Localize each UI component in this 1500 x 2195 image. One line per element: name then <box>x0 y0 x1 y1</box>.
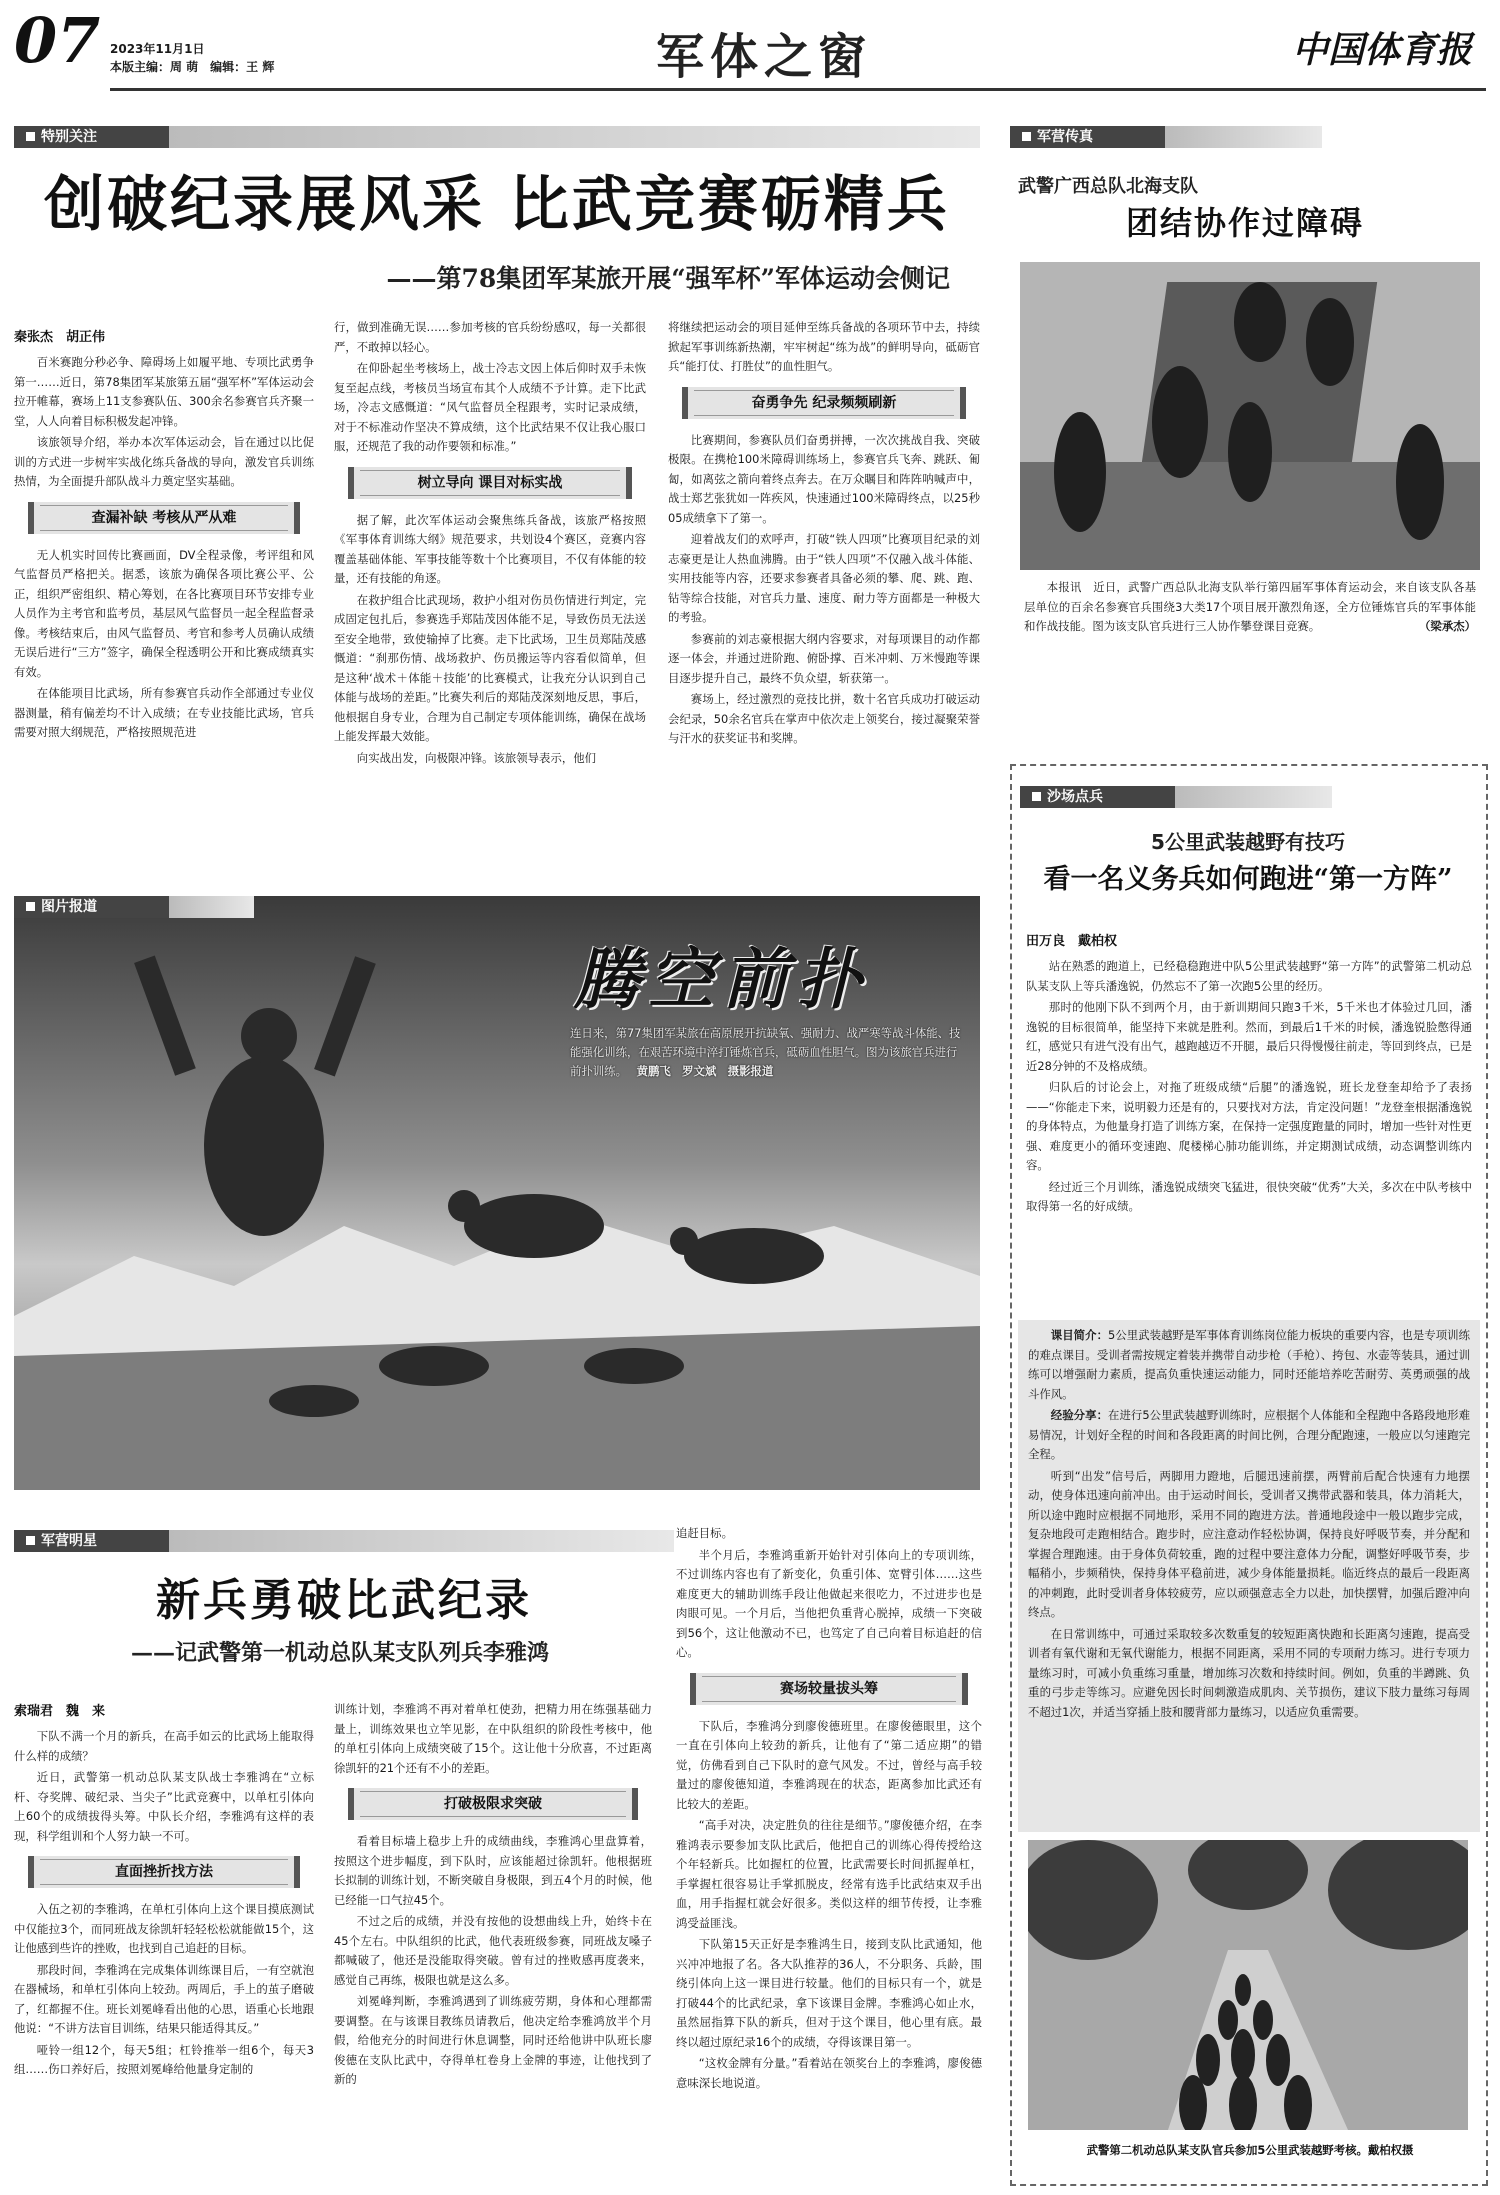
lead-paragraph: 向实战出发，向极限冲锋。该旅领导表示，他们 <box>356 750 597 765</box>
lead-subhead-1: 查漏补缺 考核从严从难 <box>28 502 300 534</box>
field-author: 田万良 戴柏权 <box>1026 934 1118 949</box>
star-paragraph: 追赶目标。 <box>676 1526 733 1540</box>
lead-author: 秦张杰 胡正伟 <box>14 330 106 345</box>
star-section-tag: 军营明星 <box>14 1530 674 1552</box>
camp-headline: 团结协作过障碍 <box>1125 204 1364 242</box>
star-paragraph: 下队第15天正好是李雅鸿生日，接到支队比武通知，他兴冲冲地报了名。各大队推荐的36人，不分职务、兵龄，围绕引体向上这一课目进行较量。他们的目标只有一个，就是打破44个的比武纪录，拿下该课目金牌。李雅鸿心如止水，虽然屈指算下队的新兵，但对于这个课目，他心里有底。最终以超过原纪录16个的成绩，夺得该课目第一。 <box>676 1937 982 2049</box>
camp-section-tag: 军营传真 <box>1010 126 1322 148</box>
lead-paragraph: 无人机实时回传比赛画面，DV全程录像，考评组和风气监督员严格把关。据悉，该旅为确保各项比赛公平、公正，组织严密组织、精心筹划，在各比赛项目环节安排专业人员作为主考官和监考员，基层风气监督员一起全程监督录像。考核结束后，由风气监督员、考官和参考人员确认成绩无误后进行“三方”签字，确保全程透明公开和比赛成绩真实有效。 <box>14 547 314 679</box>
photo-feature-title: 腾空前扑 <box>574 940 870 1018</box>
star-col-2 <box>334 1700 652 2182</box>
field-photo-caption: 武警第二机动总队某支队官兵参加5公里武装越野考核。戴柏权摄 <box>1086 2143 1414 2157</box>
section-title: 军体之窗 <box>655 29 872 85</box>
lead-col-1 <box>14 326 314 886</box>
lead-col-3 <box>668 318 980 886</box>
star-subhead-2: 打破极限求突破 <box>348 1788 638 1820</box>
lead-paragraph: 迎着战友们的欢呼声，打破“铁人四项”比赛项目纪录的刘志豪更是让人热血沸腾。由于“铁人四项”不仅融入战斗体能、实用技能等内容，还要求参赛者具备必须的攀、爬、跳、跑、钻等综合技能，对官兵力量、速度、耐力等方面都是一种极大的考验。 <box>668 532 980 624</box>
lead-section-tag: 特别关注 <box>14 126 980 148</box>
star-paragraph: 入伍之初的李雅鸿，在单杠引体向上这个课目摸底测试中仅能拉3个，而同班战友徐凯轩轻轻松松就能做15个，这让他感到些许的挫败，也找到自己追赶的目标。 <box>14 1902 314 1955</box>
paper-name: 中国体育报 <box>1291 29 1472 71</box>
field-paragraph: 归队后的讨论会上，对拖了班级成绩“后腿”的潘逸锐，班长龙登奎却给予了表扬——“你能走下来，说明毅力还是有的，只要找对方法，肯定没问题！”龙登奎根据潘逸锐的身体特点，为他量身打造了训练方案，在保持一定强度跑量的同时，增加一些针对性更强、难度更小的循环变速跑、爬楼梯心肺功能训练，并定期测试成绩，动态调整训练内容。 <box>1026 1080 1472 1172</box>
star-paragraph: 不过之后的成绩，并没有按他的设想曲线上升，始终卡在45个左右。中队组织的比武，他代表班级参赛，同班战友嗓子都喊破了，他还是没能取得突破。曾有过的挫败感再度袭来，感觉自己再练，极限也就是这么多。 <box>334 1914 652 1987</box>
lead-subheadline: ——第78集团军某旅开展“强军杯”军体运动会侧记 <box>386 264 950 293</box>
camp-body-text: 本报讯 近日，武警广西总队北海支队举行第四届军事体育运动会，来自该支队各基层单位的百余名参赛官兵围绕3大类17个项目展开激烈角逐，全方位锤炼官兵的军事体能和作战技能。图为该支队官兵进行三人协作攀登课目竞赛。 <box>1024 580 1476 633</box>
star-col-3 <box>676 1524 982 2182</box>
editor-credits: 本版主编：周 萌 编辑：王 辉 <box>110 60 275 74</box>
lead-paragraph: 参赛前的刘志豪根据大纲内容要求，对每项课目的动作都逐一体会，并通过进阶跑、俯卧撑、百米冲刺、万米慢跑等课目逐步提升自己，最终不负众望，斩获第一。 <box>668 631 980 685</box>
lead-paragraph: 该旅领导介绍，举办本次军体运动会，旨在通过以比促训的方式进一步树牢实战化练兵备战的导向，激发官兵训练热情，为全面提升部队战斗力奠定坚实基础。 <box>14 435 314 488</box>
field-col <box>1026 930 1472 1310</box>
star-col-1 <box>14 1700 314 2182</box>
lead-paragraph: 将继续把运动会的项目延伸至练兵备战的各项环节中去，持续掀起军事训练新热潮，牢牢树起“练为战”的鲜明导向，砥砺官兵“能打仗、打胜仗”的血性胆气。 <box>668 320 980 373</box>
field-tip: 课目简介：5公里武装越野是军事体育训练岗位能力板块的重要内容，也是专项训练的难点课目。受训者需按规定着装并携带自动步枪（手枪）、挎包、水壶等装具，通过训练可以增强耐力素质，提高负重快速运动能力，同时还能培养吃苦耐劳、英勇顽强的战斗作风。 <box>1028 1328 1470 1401</box>
field-kicker: 5公里武装越野有技巧 <box>1151 830 1345 854</box>
masthead-rule <box>110 88 1486 91</box>
field-paragraph: 站在熟悉的跑道上，已经稳稳跑进中队5公里武装越野“第一方阵”的武警第二机动总队某支队上等兵潘逸锐，仍然忘不了第一次跑5公里的经历。 <box>1026 959 1472 993</box>
photo-feature-caption: 连日来，第77集团军某旅在高原展开抗缺氧、强耐力、战严寒等战斗体能、技能强化训练，在艰苦环境中淬打锤炼官兵，砥砺血性胆气。图为该旅官兵进行前扑训练。 <box>570 1026 961 1078</box>
lead-paragraph: 赛场上，经过激烈的竞技比拼，数十名官兵成功打破运动会纪录，50余名官兵在掌声中依次走上领奖台，接过凝聚荣誉与汗水的获奖证书和奖牌。 <box>668 692 980 745</box>
lead-paragraph: 比赛期间，参赛队员们奋勇拼搏，一次次挑战自我、突破极限。在携枪100米障碍训练场上，参赛官兵飞奔、跳跃、匍匐，如离弦之箭向着终点奔去。在万众瞩目和阵阵呐喊声中，战士郑艺张犹如一阵疾风，快速通过100米障碍终点，以25秒05成绩拿下了第一。 <box>668 432 980 525</box>
issue-date: 2023年11月1日 <box>110 42 205 56</box>
photo-feature-tag: 图片报道 <box>14 896 254 918</box>
field-tip-label: 课目简介： <box>1050 1328 1109 1342</box>
star-paragraph: 半个月后，李雅鸿重新开始针对引体向上的专项训练，不过训练内容也有了新变化，负重引体、宽臂引体……这些难度更大的辅助训练手段让他做起来很吃力，不过进步也是肉眼可见。一个月后，当他把负重背心脱掉，成绩一下突破到56个，这让他激动不已，也笃定了自己向着目标追赶的信心。 <box>676 1547 982 1659</box>
lead-paragraph: 在救护组合比武现场，救护小组对伤员伤情进行判定，完成固定包扎后，参赛选手郑陆茂因体能不足，导致伤员无法送至安全地带，致使输掉了比赛。走下比武场，卫生员郑陆茂感慨道：“刹那伤情、战场救护、伤员搬运等内容看似简单，但是这种‘战术＋体能＋技能’的比赛模式，让我充分认识到自己体能与战场的差距。”比赛失利后的郑陆茂深刻地反思，事后，他根据自身专业，合理为自己制定专项体能训练，确保在战场上能发挥最大效能。 <box>334 592 646 743</box>
star-subheadline: ——记武警第一机动总队某支队列兵李雅鸿 <box>130 1640 549 1666</box>
field-paragraph: 经过近三个月训练，潘逸锐成绩突飞猛进，很快突破“优秀”大关，多次在中队考核中取得第一名的好成绩。 <box>1026 1179 1472 1213</box>
field-paragraph: 那时的他刚下队不到两个月，由于新训期间只跑3千米，5千米也才体验过几回，潘逸锐的目标很简单，能坚持下来就是胜利。然而，到最后1千米的时候，潘逸锐脸憋得通红，感觉只有进气没有出气，越跑越迈不开腿，最后只得慢慢往前走，等回到终点，已是近28分钟的不及格成绩。 <box>1026 1000 1472 1073</box>
lead-paragraph: 百米赛跑分秒必争、障碍场上如履平地、专项比武勇争第一……近日，第78集团军某旅第五届“强军杯”军体运动会拉开帷幕，赛场上11支参赛队伍、300余名参赛官兵齐聚一堂，人人向着目标积极发起冲锋。 <box>14 355 314 428</box>
star-author: 索瑞君 魏 来 <box>14 1704 106 1719</box>
photo-feature-caption-box <box>570 1024 964 1081</box>
lead-col-2 <box>334 318 646 886</box>
lead-paragraph: 据了解，此次军体运动会聚焦练兵备战，该旅严格按照《军事体育训练大纲》规范要求，共划设4个赛区，竞赛内容覆盖基础体能、军事技能等数十个比赛项目，不仅有体能的较量，还有技能的角逐。 <box>334 512 646 585</box>
field-section-tag: 沙场点兵 <box>1020 786 1332 808</box>
lead-paragraph: 行，做到准确无误……参加考核的官兵纷纷感叹，每一关都很严，不敢掉以轻心。 <box>334 320 646 354</box>
star-paragraph: 下队后，李雅鸿分到廖俊德班里。在廖俊德眼里，这个一直在引体向上较劲的新兵，让他有了“第二适应期”的错觉，仿佛看到自己下队时的意气风发。不过，曾经与高手较量过的廖俊德知道，李雅鸿现在的状态，距离参加比武还有比较大的差距。 <box>676 1718 982 1811</box>
star-paragraph: 看着目标墙上稳步上升的成绩曲线，李雅鸿心里盘算着，按照这个进步幅度，到下队时，应该能超过徐凯轩。他根据班长拟制的训练计划，不断突破自身极限，到五4个月的时候，他已经能一口气拉45个。 <box>334 1834 652 1907</box>
lead-paragraph: 在体能项目比武场，所有参赛官兵动作全部通过专业仪器测量，稍有偏差均不计入成绩；在专业技能比武场，官兵需要对照大纲规范，严格按照规范进 <box>14 686 314 739</box>
field-tip: 听到“出发”信号后，两脚用力蹬地，后腿迅速前摆，两臂前后配合快速有力地摆动，使身体迅速向前冲出。由于运动时间长，受训者又携带武器和装具，体力消耗大，所以途中跑时应根据不同地形，采用不同的跑进方法。普通地段途中一般以跑步完成，复杂地段可走跑相结合。跑步时，应注意动作轻松协调，保持良好呼吸节奏，并分配和掌握合理跑速。由于身体负荷较重，跑的过程中要注意体力分配，调整好呼吸节奏，步幅稍小，步频稍快，保持身体平稳前进，减少身体能量损耗。临近终点的最后一段距离的冲刺跑，此时受训者身体较疲劳，应以顽强意志全力以赴，加快摆臂，加强后蹬冲向终点。 <box>1028 1468 1470 1619</box>
field-tip: 经验分享：在进行5公里武装越野训练时，应根据个人体能和全程跑中各路段地形难易情况，计划好全程的时间和各段距离的时间比例，合理分配跑速，一般应以匀速跑完全程。 <box>1028 1408 1470 1461</box>
page-number: 07 <box>14 4 101 77</box>
star-subhead-1: 直面挫折找方法 <box>28 1856 300 1888</box>
field-headline: 看一名义务兵如何跑进“第一方阵” <box>1043 864 1453 895</box>
field-photo <box>1028 1840 1468 2130</box>
lead-subhead-3: 奋勇争先 纪录频频刷新 <box>682 387 966 419</box>
camp-body <box>1024 578 1476 637</box>
star-paragraph: 下队不满一个月的新兵，在高手如云的比武场上能取得什么样的成绩？ <box>14 1729 314 1763</box>
star-paragraph: 训练计划，李雅鸿不再对着单杠使劲，把精力用在练强基础力量上，训练效果也立竿见影，在中队组织的阶段性考核中，他的单杠引体向上成绩突破了15个。这让他十分欣喜，不过距离徐凯轩的21个还有不小的差距。 <box>334 1702 652 1775</box>
field-tip: 在日常训练中，可通过采取较多次数重复的较短距离快跑和长距离匀速跑，提高受训者有氧代谢和无氧代谢能力，根据不同距离，采用不同的专项耐力练习。进行专项力量练习时，可减小负重练习重量，增加练习次数和持续时间。例如，负重的半蹲跳、负重的弓步走等练习。应避免因长时间刺激造成肌肉、关节损伤，建议下肢力量练习每周不超过1次，并适当穿插上肢和腰背部力量练习，以适应负重需要。 <box>1028 1626 1470 1719</box>
star-paragraph: “这枚金牌有分量。”看着站在领奖台上的李雅鸿，廖俊德意味深长地说道。 <box>676 2056 982 2090</box>
star-paragraph: “高手对决，决定胜负的往往是细节。”廖俊德介绍，在李雅鸿表示要参加支队比武后，他把自己的训练心得传授给这个年轻新兵。比如握杠的位置，比武需要长时间抓握单杠，手掌握杠很容易让手掌抓脱皮，经常有选手比武结束双手出血，用手指握杠就会好很多。类似这样的细节传授，让李雅鸿受益匪浅。 <box>676 1818 982 1930</box>
star-paragraph: 刘冕峰判断，李雅鸿遇到了训练疲劳期，身体和心理都需要调整。在与该课目教练员请教后，他决定给李雅鸿放半个月假，给他充分的时间进行休息调整，同时还给他讲中队班长廖俊德在支队比武中，夺得单杠卷身上金牌的事迹，让他找到了新的 <box>334 1994 652 2086</box>
lead-paragraph: 在仰卧起坐考核场上，战士冷志文因上体后仰时双手未恢复至起点线，考核员当场宣布其个人成绩不予计算。走下比武场，冷志文感慨道：“风气监督员全程跟考，实时记录成绩，对于不标准动作坚决不算成绩，这个比武结果不仅让我心服口服，还规范了我的动作要领和标准。” <box>334 361 646 453</box>
lead-headline: 创破纪录展风采 比武竞赛砺精兵 <box>44 170 950 240</box>
photo-feature-credit: 黄鹏飞 罗文斌 摄影报道 <box>636 1064 774 1078</box>
star-paragraph: 哑铃一组12个，每天5组；杠铃推举一组6个，每天3组……伤口养好后，按照刘冕峰给他量身定制的 <box>14 2042 314 2076</box>
camp-kicker: 武警广西总队北海支队 <box>1018 176 1198 197</box>
lead-subhead-2: 树立导向 课目对标实战 <box>348 467 632 499</box>
field-photo-image <box>1028 1840 1468 2130</box>
field-tips-box <box>1018 1320 1480 1832</box>
camp-credit: （梁承杰） <box>1419 619 1476 633</box>
star-headline: 新兵勇破比武纪录 <box>156 1575 532 1626</box>
field-tip-label: 经验分享： <box>1050 1408 1109 1422</box>
star-subhead-3: 赛场较量拔头筹 <box>690 1673 968 1705</box>
masthead <box>14 6 1486 92</box>
star-paragraph: 那段时间，李雅鸿在完成集体训练课目后，一有空就泡在器械场，和单杠引体向上较劲。两周后，手上的茧子磨破了，红都握不住。班长刘冕峰看出他的心思，语重心长地跟他说：“不讲方法盲目训练，结果只能适得其反。” <box>14 1962 314 2035</box>
camp-photo <box>1020 262 1480 570</box>
camp-photo-image <box>1020 262 1480 570</box>
star-paragraph: 近日，武警第一机动总队某支队战士李雅鸿在“立标杆、夺奖牌、破纪录、当尖子”比武竞赛中，以单杠引体向上60个的成绩拔得头筹。中队长介绍，李雅鸿有这样的表现，科学组训和个人努力缺一不可。 <box>14 1770 314 1843</box>
photo-feature <box>14 896 980 1490</box>
